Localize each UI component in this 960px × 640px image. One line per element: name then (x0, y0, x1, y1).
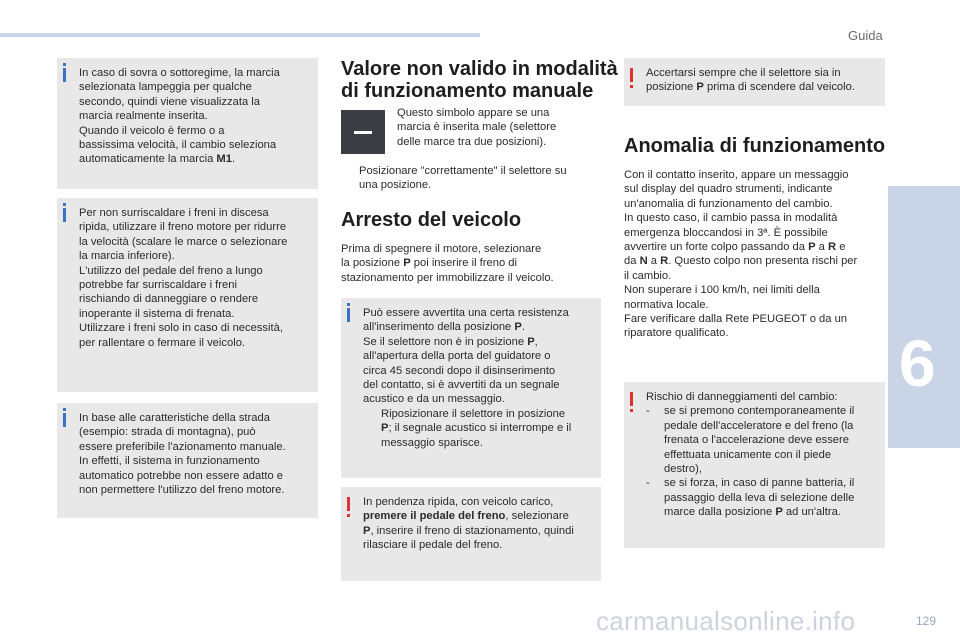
info-box-road (57, 403, 318, 518)
list-item: - se si forza, in caso di panne batteria, il passaggio della leva di selezione delle marce dalla posizione P ad un'altra. (646, 477, 855, 519)
warning-text: In pendenza ripida, con veicolo carico, premere il pedale del freno, selezionare P, inserire il freno di stazionamento, quindi rilasciare il pedale del freno. (363, 496, 574, 552)
info-text: In base alle caratteristiche della strada (esempio: strada di montagna), può essere preferibile l'azionamento manuale. In effetti, il sistema in funzionamento automatico potrebbe non essere adatto e non permettere l'utilizzo del freno motore. (79, 412, 286, 497)
warning-icon (347, 497, 350, 511)
stopping-paragraph: Prima di spegnere il motore, selezionare la posizione P poi inserire il freno di stazionamento per immobilizzare il veicolo. (341, 243, 554, 284)
info-text: Può essere avvertita una certa resistenza all'inserimento della posizione P. Se il selettore non è in posizione P, all'apertura della porta del guidatore o circa 45 secondi dopo il disinserimento del contatto, si è avvertiti da un segnale acustico e da un messaggio. Riposizionare il selettore in posizione P; il segnale acustico si interrompe e il messaggio sparisce. (363, 306, 593, 450)
section-label: Guida (848, 28, 883, 43)
warning-icon (630, 392, 633, 406)
list-item: - se si premono contemporaneamente il pedale dell'acceleratore e del freno (la frenata o l'accelerazione deve essere effettuata unicamente con il piede destro), (646, 405, 855, 476)
chapter-number: 6 (899, 326, 936, 400)
heading-invalid-value: Valore non valido in modalità di funzionamento manuale (341, 58, 618, 102)
gear-invalid-symbol-icon (341, 110, 385, 154)
info-icon (63, 208, 66, 222)
info-box-park (341, 298, 601, 478)
checklist-item: Posizionare "correttamente" il selettore su una posizione. (359, 165, 567, 192)
info-icon (347, 308, 350, 322)
warning-box-slope (341, 487, 601, 581)
info-icon (63, 413, 66, 427)
warning-box-selector (624, 58, 885, 106)
watermark: carmanualsonline.info (596, 606, 856, 636)
warning-text: Accertarsi sempre che il selettore sia in posizione P prima di scendere dal veicolo. (646, 67, 855, 94)
info-box-brakes (57, 198, 318, 392)
warning-icon (630, 68, 633, 82)
malfunction-paragraph: Con il contatto inserito, appare un messaggio sul display del quadro strumenti, indicante un'anomalia di funzionamento del cambio. In questo caso, il cambio passa in modalità emergenza bloccandosi in 3ª. È possibile avvertire un forte colpo passando da P a R e da N a R. Questo colpo non presenta rischi per il cambio. Non superare i 100 km/h, nei limiti della normativa locale. Fare verificare dalla Rete PEUGEOT o da un riparatore qualificato. (624, 169, 858, 340)
warning-box-damage (624, 382, 885, 548)
checklist-item: Riposizionare il selettore in posizione P; il segnale acustico si interrompe e il messaggio sparisce. (381, 407, 572, 449)
chapter-tab (888, 186, 960, 448)
warning-text: Rischio di danneggiamenti del cambio: - se si premono contemporaneamente il pedale dell'acceleratore e del freno (la frenata o l'accelerazione deve essere effettuata unicamente con il piede destro), - se si forza, in caso di panne batteria, il passaggio della leva di selezione delle marce dalla posizione P ad un'altra. (646, 390, 877, 520)
page-number: 129 (916, 614, 937, 628)
info-text: In caso di sovra o sottoregime, la marcia selezionata lampeggia per qualche secondo, quindi viene visualizzata la marcia realmente inserita. Quando il veicolo è fermo o a bassissima velocità, il cambio seleziona automaticamente la marcia M1. (79, 67, 280, 166)
top-bar (0, 33, 480, 37)
info-icon (63, 68, 66, 82)
heading-malfunction: Anomalia di funzionamento (624, 135, 886, 157)
info-box-gear (57, 58, 318, 189)
heading-stopping: Arresto del veicolo (341, 209, 522, 231)
symbol-description: Questo simbolo appare se una marcia è inserita male (selettore delle marce tra due posizioni). (397, 107, 557, 148)
info-text: Per non surriscaldare i freni in discesa ripida, utilizzare il freno motore per ridurre la velocità (scalare le marce o selezionare la marcia inferiore). L'utilizzo del pedale del freno a lungo potrebbe far surriscaldare i freni rischiando di danneggiare o rendere inoperante il sistema di frenata. Utilizzare i freni solo in caso di necessità, per rallentare o fermare il veicolo. (79, 207, 288, 349)
